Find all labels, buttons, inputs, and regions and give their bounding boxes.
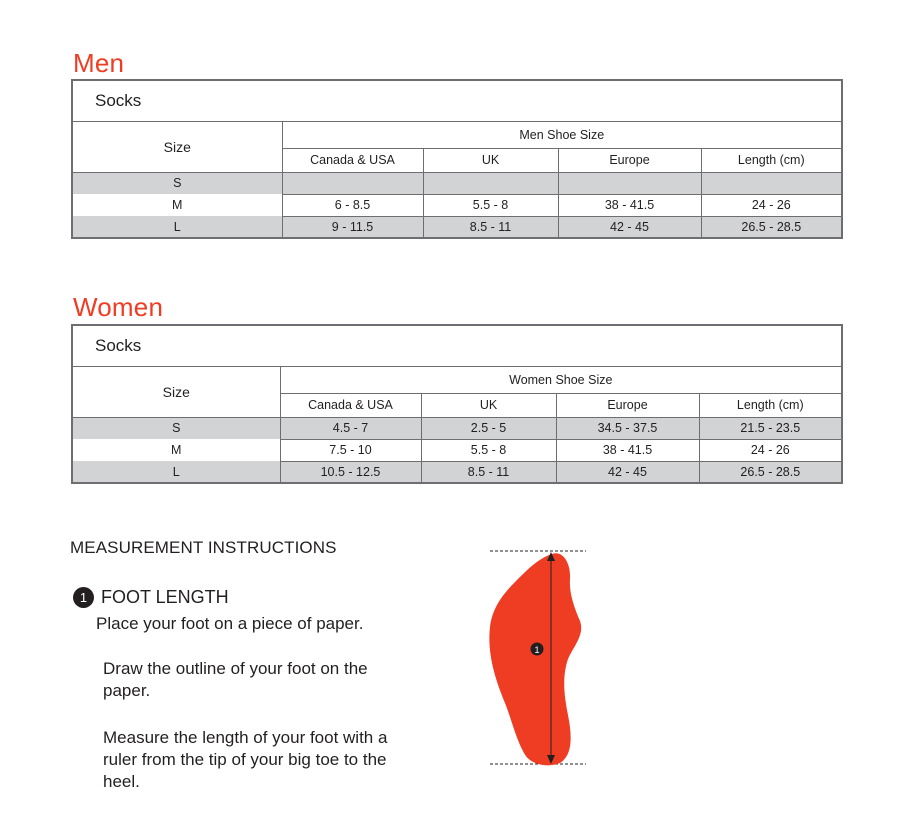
table-cell <box>701 172 842 194</box>
men-col-header: UK <box>423 148 558 172</box>
instruction-paragraph: Measure the length of your foot with a ruler from the tip of your big toe to the heel. <box>103 728 388 791</box>
men-col-header: Europe <box>558 148 701 172</box>
table-row <box>72 417 842 439</box>
table-row <box>72 216 842 238</box>
table-cell: 26.5 - 28.5 <box>701 216 842 238</box>
table-cell: 5.5 - 8 <box>423 194 558 216</box>
women-size-header: Size <box>72 366 280 417</box>
table-cell: 42 - 45 <box>556 461 699 483</box>
men-col-header: Length (cm) <box>701 148 842 172</box>
foot-outline <box>489 553 581 765</box>
table-cell: 42 - 45 <box>558 216 701 238</box>
men-title: Men <box>73 48 125 78</box>
men-size-header: Size <box>72 121 282 172</box>
table-cell: 24 - 26 <box>699 439 842 461</box>
table-row <box>72 194 842 216</box>
table-cell: 7.5 - 10 <box>280 439 421 461</box>
table-cell: 6 - 8.5 <box>282 194 423 216</box>
table-cell: 10.5 - 12.5 <box>280 461 421 483</box>
table-cell: 9 - 11.5 <box>282 216 423 238</box>
table-cell <box>558 172 701 194</box>
women-col-header: Canada & USA <box>280 393 421 417</box>
foot-length-step <box>73 587 229 608</box>
step-number-badge: 1 <box>73 587 94 608</box>
women-col-header: Length (cm) <box>699 393 842 417</box>
measurement-instructions-heading: MEASUREMENT INSTRUCTIONS <box>70 538 337 557</box>
women-title: Women <box>73 292 164 322</box>
size-cell: M <box>72 439 280 461</box>
table-row <box>72 439 842 461</box>
table-cell: 2.5 - 5 <box>421 417 556 439</box>
table-cell: 34.5 - 37.5 <box>556 417 699 439</box>
table-cell: 24 - 26 <box>701 194 842 216</box>
women-col-header: UK <box>421 393 556 417</box>
table-cell: 26.5 - 28.5 <box>699 461 842 483</box>
size-cell: L <box>72 216 282 238</box>
table-row <box>72 172 842 194</box>
diagram-marker-label: 1 <box>534 645 540 655</box>
men-table-caption: Socks <box>72 80 842 121</box>
table-cell: 38 - 41.5 <box>558 194 701 216</box>
size-cell: S <box>72 172 282 194</box>
table-cell <box>423 172 558 194</box>
women-table-caption: Socks <box>72 325 842 366</box>
size-cell: L <box>72 461 280 483</box>
table-cell <box>282 172 423 194</box>
women-size-table <box>71 324 843 484</box>
table-cell: 21.5 - 23.5 <box>699 417 842 439</box>
men-col-header: Canada & USA <box>282 148 423 172</box>
women-col-header: Europe <box>556 393 699 417</box>
table-cell: 8.5 - 11 <box>423 216 558 238</box>
foot-diagram <box>470 535 600 775</box>
men-size-table <box>71 79 843 239</box>
table-row <box>72 461 842 483</box>
instruction-paragraph: Draw the outline of your foot on the paper. <box>103 659 368 700</box>
table-cell: 38 - 41.5 <box>556 439 699 461</box>
table-cell: 4.5 - 7 <box>280 417 421 439</box>
size-cell: M <box>72 194 282 216</box>
women-group-header: Women Shoe Size <box>280 366 842 393</box>
table-cell: 8.5 - 11 <box>421 461 556 483</box>
instruction-paragraph: Place your foot on a piece of paper. <box>96 614 364 633</box>
table-cell: 5.5 - 8 <box>421 439 556 461</box>
men-group-header: Men Shoe Size <box>282 121 842 148</box>
step-title: FOOT LENGTH <box>101 587 229 607</box>
size-cell: S <box>72 417 280 439</box>
